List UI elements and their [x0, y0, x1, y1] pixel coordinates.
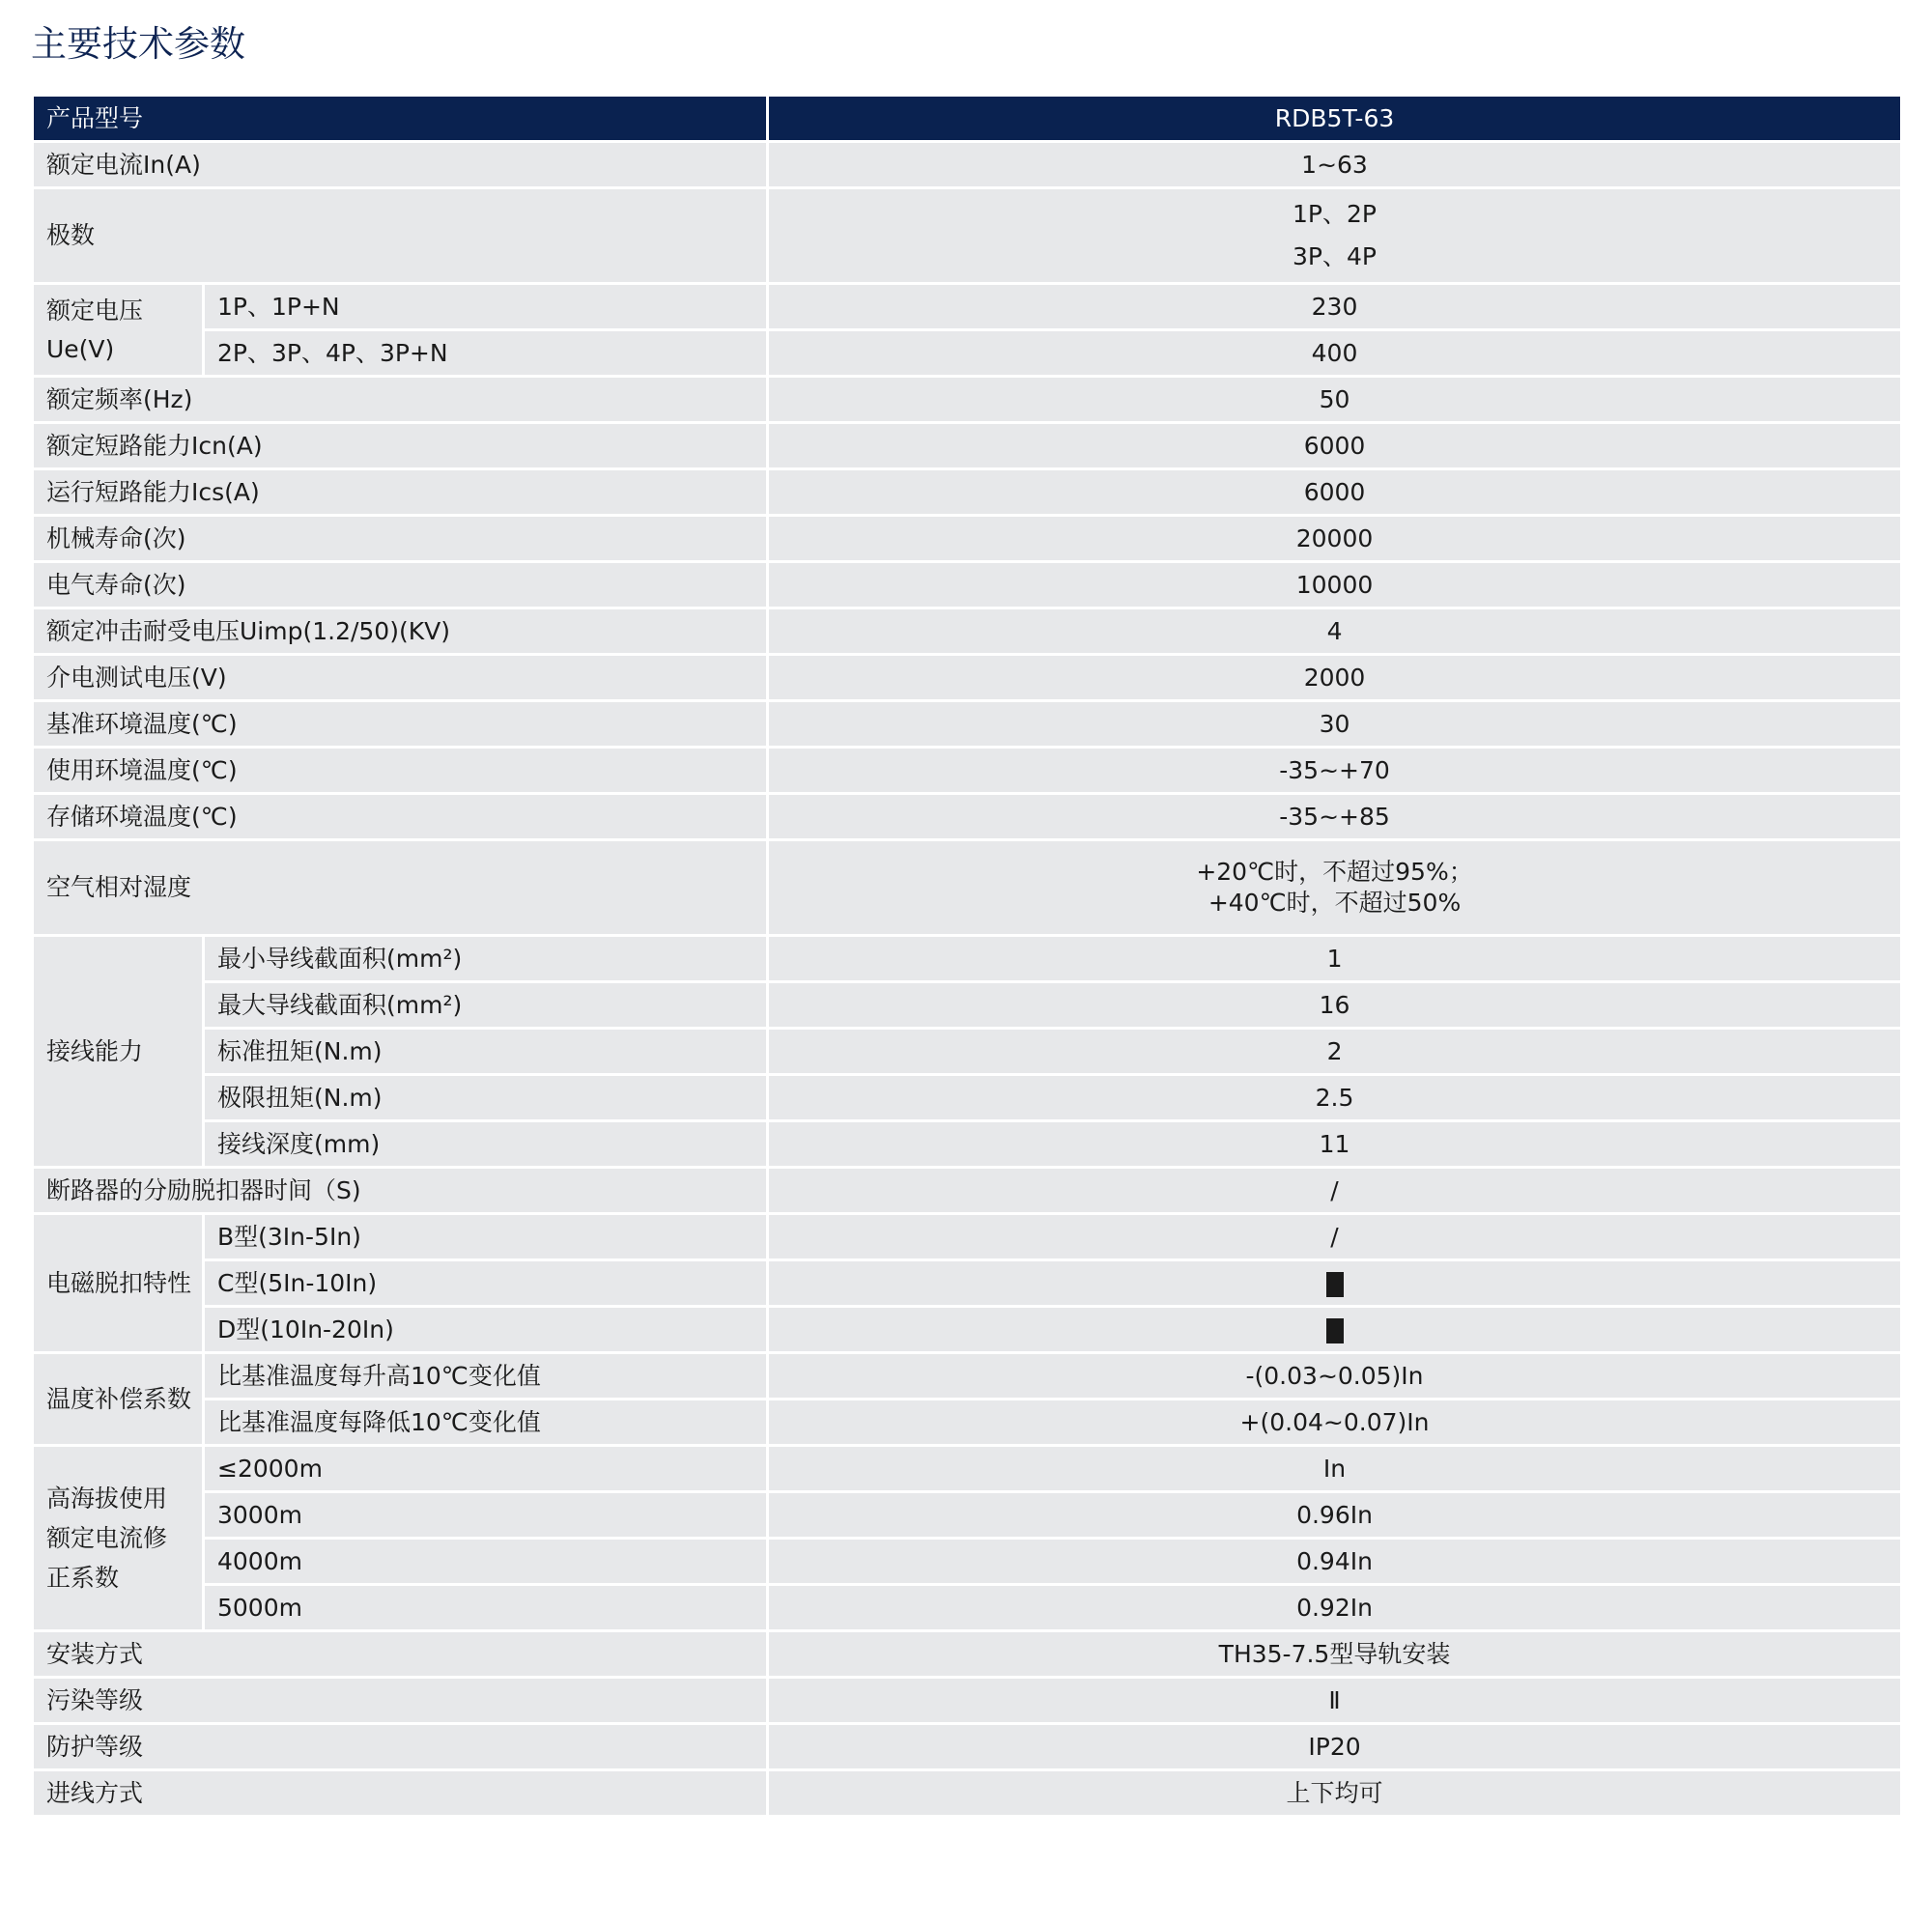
table-row	[33, 1770, 1902, 1817]
table-row	[33, 284, 1902, 330]
group-label: 温度补偿系数	[33, 1353, 204, 1446]
row-value: 2	[768, 1029, 1902, 1075]
table-row	[33, 562, 1902, 608]
table-row	[33, 1446, 1902, 1492]
table-row	[33, 1307, 1902, 1353]
row-value	[768, 840, 1902, 936]
row-value: 30	[768, 701, 1902, 748]
row-value	[768, 188, 1902, 284]
sub-label: 5000m	[204, 1585, 768, 1631]
row-value: 10000	[768, 562, 1902, 608]
sub-label: ≤2000m	[204, 1446, 768, 1492]
row-value: 0.96In	[768, 1492, 1902, 1539]
row-value: 1~63	[768, 142, 1902, 188]
table-row	[33, 1168, 1902, 1214]
row-label: 存储环境温度(℃)	[33, 794, 768, 840]
group-label: 电磁脱扣特性	[33, 1214, 204, 1353]
filled-square-icon	[1326, 1272, 1344, 1297]
spec-table	[31, 94, 1903, 1818]
sub-label: 最大导线截面积(mm²)	[204, 982, 768, 1029]
row-value	[768, 1307, 1902, 1353]
table-row	[33, 1353, 1902, 1400]
sub-label: 接线深度(mm)	[204, 1121, 768, 1168]
row-value: -35~+70	[768, 748, 1902, 794]
row-label: 极数	[33, 188, 768, 284]
header-label: 产品型号	[33, 96, 768, 142]
row-value: TH35-7.5型导轨安装	[768, 1631, 1902, 1678]
row-value: In	[768, 1446, 1902, 1492]
sub-label: 比基准温度每降低10℃变化值	[204, 1400, 768, 1446]
page-title: 主要技术参数	[31, 23, 245, 65]
row-value	[768, 1260, 1902, 1307]
row-value: 上下均可	[768, 1770, 1902, 1817]
row-value: 11	[768, 1121, 1902, 1168]
row-value: 4	[768, 608, 1902, 655]
row-label: 空气相对湿度	[33, 840, 768, 936]
table-row	[33, 1029, 1902, 1075]
sub-label: 4000m	[204, 1539, 768, 1585]
sub-label: 1P、1P+N	[204, 284, 768, 330]
row-label: 断路器的分励脱扣器时间（S)	[33, 1168, 768, 1214]
table-row	[33, 748, 1902, 794]
value-line: +40℃时，不超过50%	[1208, 889, 1462, 917]
row-label: 运行短路能力Ics(A)	[33, 469, 768, 516]
group-label-line: 额定电流修	[46, 1524, 168, 1552]
row-value: 400	[768, 330, 1902, 377]
sub-label: 标准扭矩(N.m)	[204, 1029, 768, 1075]
table-row	[33, 1400, 1902, 1446]
group-label-line: Ue(V)	[46, 334, 115, 363]
row-value: 6000	[768, 469, 1902, 516]
table-row	[33, 1678, 1902, 1724]
table-row	[33, 608, 1902, 655]
row-label: 安装方式	[33, 1631, 768, 1678]
row-value: 50	[768, 377, 1902, 423]
row-label: 进线方式	[33, 1770, 768, 1817]
table-row	[33, 1121, 1902, 1168]
sub-label: 极限扭矩(N.m)	[204, 1075, 768, 1121]
table-row	[33, 142, 1902, 188]
table-row	[33, 469, 1902, 516]
row-value: -(0.03~0.05)In	[768, 1353, 1902, 1400]
row-label: 基准环境温度(℃)	[33, 701, 768, 748]
sub-label: 最小导线截面积(mm²)	[204, 936, 768, 982]
group-label-line: 额定电压	[46, 296, 144, 325]
header-value: RDB5T-63	[768, 96, 1902, 142]
row-value: -35~+85	[768, 794, 1902, 840]
table-row	[33, 188, 1902, 284]
row-value: IP20	[768, 1724, 1902, 1770]
row-value: 230	[768, 284, 1902, 330]
row-value: 20000	[768, 516, 1902, 562]
row-value: 6000	[768, 423, 1902, 469]
row-label: 电气寿命(次)	[33, 562, 768, 608]
row-value: /	[768, 1168, 1902, 1214]
table-row	[33, 1492, 1902, 1539]
sub-label: 2P、3P、4P、3P+N	[204, 330, 768, 377]
group-label	[33, 1446, 204, 1631]
value-line: +20℃时，不超过95%；	[1196, 858, 1473, 886]
row-label: 污染等级	[33, 1678, 768, 1724]
sub-label: 3000m	[204, 1492, 768, 1539]
row-value: 16	[768, 982, 1902, 1029]
row-label: 额定频率(Hz)	[33, 377, 768, 423]
group-label-line: 正系数	[46, 1564, 120, 1592]
sub-label: C型(5In-10In)	[204, 1260, 768, 1307]
row-value: 2.5	[768, 1075, 1902, 1121]
table-header-row	[33, 96, 1902, 142]
table-row	[33, 516, 1902, 562]
table-row	[33, 330, 1902, 377]
row-value: +(0.04~0.07)In	[768, 1400, 1902, 1446]
row-label: 额定短路能力Icn(A)	[33, 423, 768, 469]
row-label: 额定冲击耐受电压Uimp(1.2/50)(KV)	[33, 608, 768, 655]
group-label: 接线能力	[33, 936, 204, 1168]
table-row	[33, 423, 1902, 469]
table-row	[33, 1631, 1902, 1678]
table-row	[33, 1260, 1902, 1307]
table-row	[33, 1585, 1902, 1631]
value-line: 1P、2P	[1293, 200, 1377, 228]
table-row	[33, 701, 1902, 748]
row-label: 介电测试电压(V)	[33, 655, 768, 701]
table-row	[33, 982, 1902, 1029]
row-label: 额定电流In(A)	[33, 142, 768, 188]
sub-label: D型(10In-20In)	[204, 1307, 768, 1353]
table-row	[33, 1214, 1902, 1260]
row-value: 0.92In	[768, 1585, 1902, 1631]
table-row	[33, 1724, 1902, 1770]
group-label	[33, 284, 204, 377]
table-row	[33, 1539, 1902, 1585]
filled-square-icon	[1326, 1318, 1344, 1343]
row-value: 2000	[768, 655, 1902, 701]
table-row	[33, 655, 1902, 701]
group-label-line: 高海拔使用	[46, 1485, 168, 1513]
table-row	[33, 936, 1902, 982]
row-value: Ⅱ	[768, 1678, 1902, 1724]
table-row	[33, 1075, 1902, 1121]
row-label: 机械寿命(次)	[33, 516, 768, 562]
table-row	[33, 840, 1902, 936]
sub-label: 比基准温度每升高10℃变化值	[204, 1353, 768, 1400]
table-row	[33, 377, 1902, 423]
sub-label: B型(3In-5In)	[204, 1214, 768, 1260]
value-line: 3P、4P	[1293, 242, 1377, 270]
table-row	[33, 794, 1902, 840]
row-value: /	[768, 1214, 1902, 1260]
row-value: 1	[768, 936, 1902, 982]
row-label: 使用环境温度(℃)	[33, 748, 768, 794]
row-label: 防护等级	[33, 1724, 768, 1770]
row-value: 0.94In	[768, 1539, 1902, 1585]
